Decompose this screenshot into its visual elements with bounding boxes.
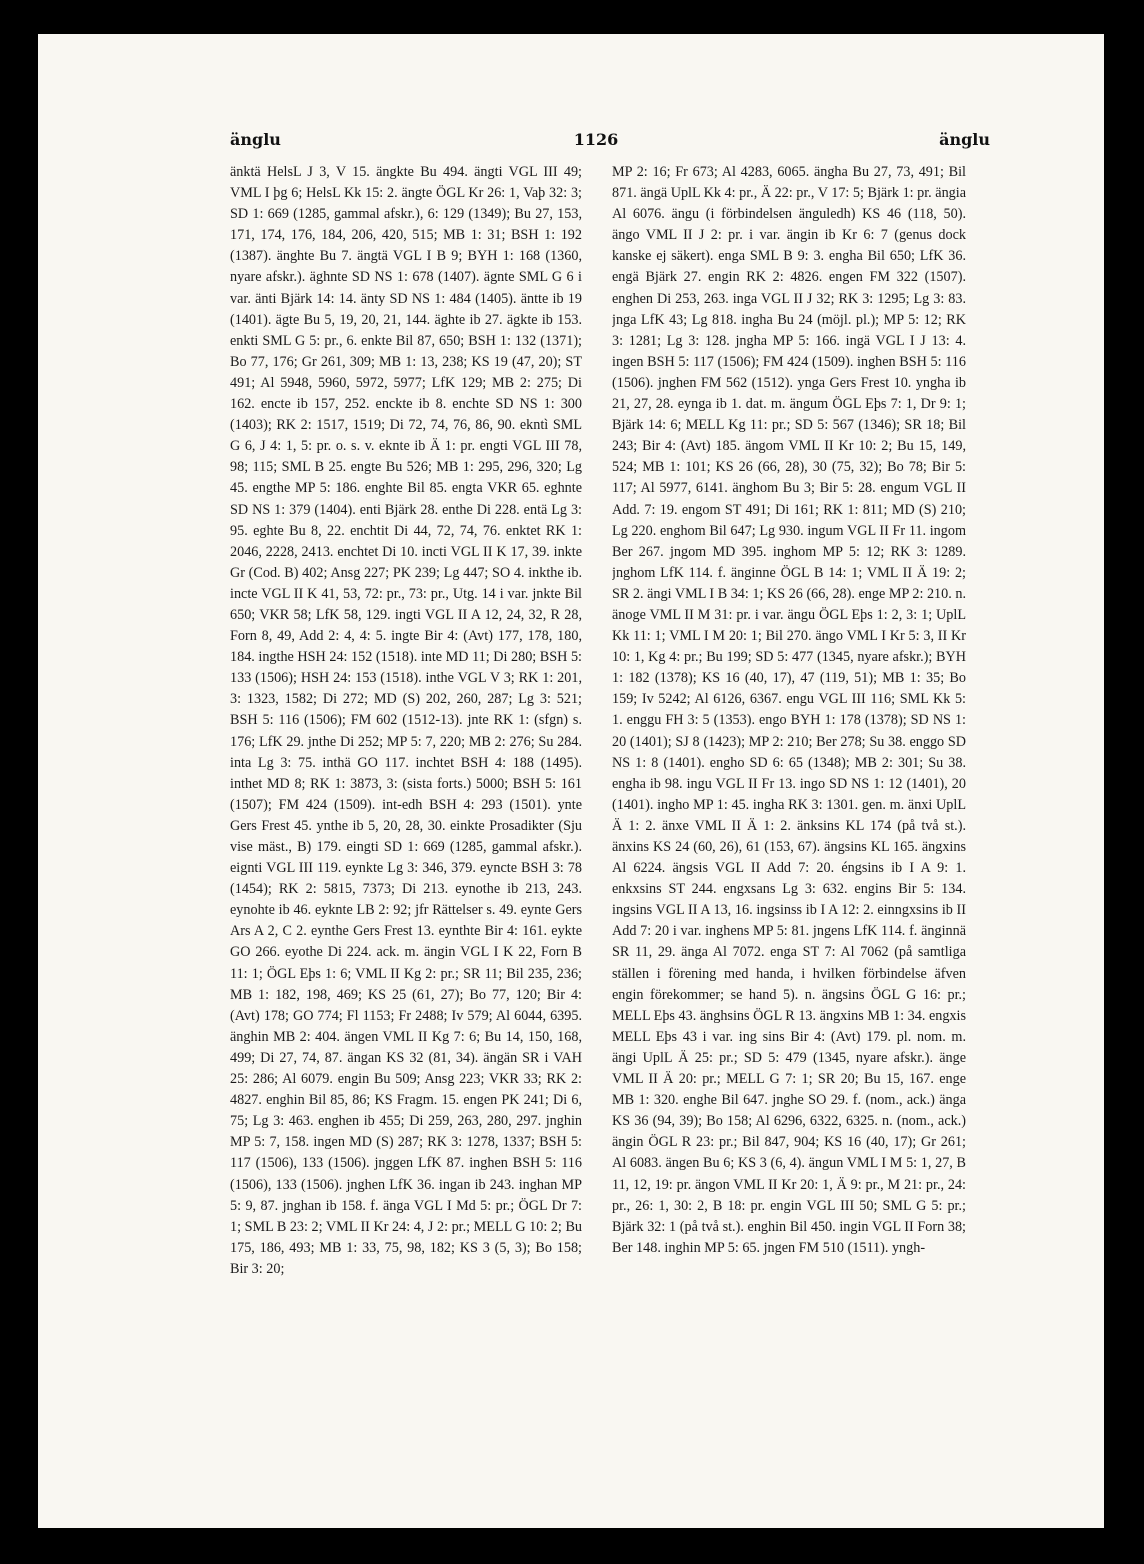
left-running-head: änglu	[230, 130, 281, 149]
left-column-text: änktä HelsL J 3, V 15. ängkte Bu 494. ängti VGL III 49; VML I þg 6; HelsL Kk 15: 2. ängte ÖGL Kr 26: 1, Vaþ 32: 3; SD 1: 669 (1285, gammal afskr.), 6: 129 (1349); Bu 27, 153, 171, 174, 176, 184, 206, 420, 515; MB 1: 31; BSH 1: 192 (1387). änghte Bu 7. ängtä VGL I B 9; BYH 1: 168 (1360, nyare afskr.). äghnte SD NS 1: 678 (1407). ägnte SML G 6 i var. änti Bjärk 14: 14. änty SD NS 1: 484 (1405). äntte ib 19 (1401). ägte Bu 5, 19, 20, 21, 144. äghte ib 27. ägkte ib 153. enkti SML G 5: pr., 6. enkte Bil 87, 650; BSH 1: 132 (1371); Bo 77, 176; Gr 261, 309; MB 1: 13, 238; KS 19 (47, 20); ST 491; Al 5948, 5960, 5972, 5977; LfK 129; MB 2: 275; Di 162. encte ib 157, 252. enckte ib 8. enchte SD NS 1: 300 (1403); RK 2: 1517, 1519; Di 72, 74, 76, 86, 90. ekntì SML G 6, J 4: 1, 5: pr. o. s. v. eknte ib Ä 1: pr. engti VGL III 78, 98; 115; SML B 25. engte Bu 526; MB 1: 295, 296, 320; Lg 45. engthe MP 5: 186. enghte Bil 85. engta VKR 65. eghnte SD NS 1: 379 (1404). enti Bjärk 28. enthe Di 228. entä Lg 3: 95. eghte Bu 8, 22. enchtit Di 44, 72, 74, 76. enktet RK 1: 2046, 2228, 2413. enchtet Di 10. incti VGL II K 17, 39. inkte Gr (Cod. B) 402; Ansg 227; PK 239; Lg 447; SO 4. inkthe ib. incte VGL II K 41, 53, 72: pr., 73: pr., Utg. 14 i var. jnkte Bil 650; VKR 58; LfK 58, 129. ingti VGL II A 12, 24, 32, R 28, Forn 8, 49, Add 2: 4, 4: 5. ingte Bir 4: (Avt) 177, 178, 180, 184. ingthe HSH 24: 152 (1518). inte MD 11; Di 280; BSH 5: 133 (1506); HSH 24: 153 (1518). inthe VGL V 3; RK 1: 201, 3: 1323, 1582; Di 272; MD (S) 202, 260, 287; Lg 3: 521; BSH 5: 116 (1506); FM 602 (1512-13). jnte RK 1: (sfgn) s. 176; LfK 29. jnthe Di 252; MP 5: 7, 220; MB 2: 276; Su 284. inta Lg 3: 75. inthä GO 117. inchtet BSH 4: 188 (1495). inthet MD 8; RK 1: 3873, 3: (sista forts.) 5000; BSH 5: 161 (1507); FM 424 (1509). int-edh BSH 4: 293 (1501). ynte Gers Frest 45. ynthe ib 5, 20, 28, 30. einkte Prosadikter (Sju vise mäst., B) 179. eingti SD 1: 669 (1285, gammal afskr.). eignti VGL III 119. eynkte Lg 3: 346, 379. eyncte BSH 3: 78 (1454); RK 2: 5815, 7373; Di 213. eynothe ib 213, 243. eynohte ib 46. eyknte LB 2: 92; jfr Rättelser s. 49. eynte Gers Ars A 2, C 2. eynthe Gers Frest 13. eynthte Bir 4: 161. eykte GO 266. eyothe Di 224. ack. m. ängin VGL I K 22, Forn B 11: 1; ÖGL Eþs 1: 6; VML II Kg 2: pr.; SR 11; Bil 235, 236; MB 1: 182, 198, 469; KS 25 (61, 27); Bo 77, 120; Bir 4: (Avt) 178; GO 774; Fl 1153; Fr 2488; Iv 579; Al 6044, 6395. änghin MB 2: 404. ängen VML II Kg 7: 6; Bu 14, 150, 168, 499; Di 27, 74, 87. ängan KS 32 (81, 34). ängän SR i VAH 25: 286; Al 6079. engin Bu 509; Ansg 223; VKR 33; RK 2: 4827. enghin Bil 85, 86; KS Fragm. 15. engen PK 241; Di 6, 75; Lg 3: 463. enghen ib 455; Di 259, 263, 280, 297. jnghin MP 5: 7, 158. ingen MD (S) 287; RK 3: 1278, 1337; BSH 5: 117 (1506), 133 (1506). jnggen LfK 87. inghen BSH 5: 116 (1506), 133 (1506). jnghen LfK 36. ingan ib 243. inghan MP 5: 9, 87. jnghan ib 158. f. änga VGL I Md 5: pr.; ÖGL Dr 7: 1; SML B 23: 2; VML II Kr 24: 4, J 2: pr.; MELL G 10: 2; Bu 175, 186, 493; MB 1: 33, 75, 98, 182; KS 3 (5, 3); Bo 158; Bir 3: 20;	[230, 164, 582, 1277]
page-number: 1126	[573, 130, 619, 149]
page-header	[38, 130, 1104, 154]
right-running-head: änglu	[939, 130, 990, 149]
dictionary-page	[38, 34, 1104, 1528]
right-column-text: MP 2: 16; Fr 673; Al 4283, 6065. ängha Bu 27, 73, 491; Bil 871. ängä UplL Kk 4: pr., Ä 22: pr., V 17: 5; Bjärk 1: pr. ängia Al 6076. ängu (i förbindelsen änguledh) KS 46 (118, 50). ängo VML II J 2: pr. i var. ängin ib Kr 6: 7 (genus dock kanske ej säkert). enga SML B 9: 3. engha Bil 650; LfK 36. engä Bjärk 27. engin RK 2: 4826. engen FM 322 (1507). enghen Di 253, 263. inga VGL II J 32; RK 3: 1295; Lg 3: 83. jnga LfK 43; Lg 818. ingha Bu 24 (möjl. pl.); MP 5: 12; RK 3: 1281; Lg 3: 128. jngha MP 5: 166. ingä VGL I J 13: 4. ingen BSH 5: 117 (1506); FM 424 (1509). inghen BSH 5: 116 (1506). jnghen FM 562 (1512). ynga Gers Frest 10. yngha ib 21, 27, 28. eynga ib 1. dat. m. ängum ÖGL Eþs 7: 1, Dr 9: 1; Bjärk 14: 6; MELL Kg 11: pr.; SD 5: 567 (1346); SR 18; Bil 243; Bir 4: (Avt) 185. ängom VML II Kr 10: 2; Bu 15, 149, 524; MB 1: 101; KS 26 (66, 28), 30 (75, 32); Bo 78; Bir 5: 117; Al 5977, 6141. änghom Bu 3; Bir 5: 28. engum VGL II Add. 7: 19. engom ST 491; Di 161; RK 1: 811; MD (S) 210; Lg 220. enghom Bil 647; Lg 930. ingum VGL II Fr 11. ingom Ber 267. jngom MD 395. inghom MP 5: 12; RK 3: 1289. jnghom LfK 114. f. änginne ÖGL B 14: 1; VML II Ä 19: 2; SR 2. ängi VML I B 34: 1; KS 26 (66, 28). enge MP 2: 210. n. änoge VML II M 31: pr. i var. ängu ÖGL Eþs 1: 2, 3: 1; UplL Kk 11: 1; VML I M 20: 1; Bil 270. ängo VML I Kr 5: 3, II Kr 10: 1, Kg 4: pr.; Bu 199; SD 5: 477 (1345, nyare afskr.); BYH 1: 182 (1378); KS 16 (40, 17), 47 (119, 51); MB 1: 35; Bo 159; Iv 5242; Al 6126, 6367. engu VGL III 116; SML Kk 5: 1. enggu FH 3: 5 (1353). engo BYH 1: 178 (1378); SD NS 1: 20 (1401); SJ 8 (1423); MP 2: 210; Ber 278; Su 38. enggo SD NS 1: 8 (1401). engho SD 6: 65 (1348); MB 2: 301; Su 38. engha ib 98. ingu VGL II Fr 13. ingo SD NS 1: 12 (1401), 20 (1401). ingho MP 1: 45. ingha RK 3: 1301. gen. m. änxi UplL Ä 1: 2. änxe VML II Ä 1: 2. änksins KL 174 (på två st.). änxins KS 24 (60, 26), 61 (153, 67). ängsins KL 165. ängxins Al 6224. ängsis VGL II Add 7: 20. éngsins ib I A 9: 1. enkxsins ST 244. engxsans Lg 3: 632. engins Bir 5: 134. ingsins VGL II A 13, 16. ingsinss ib I A 12: 2. einngxsins ib II Add 7: 20 i var. inghens MP 5: 81. jngens LfK 114. f. änginnä SR 11, 29. änga Al 7072. enga ST 7: Al 7062 (på samtliga ställen i förening med handa, i hvilken förbindelse äfven engin förekommer; se hand 5). n. ängsins ÖGL G 16: pr.; MELL Eþs 43. änghsins ÖGL R 13. ängxins MB 1: 34. engxis MELL Eþs 43 i var. ing sins Bir 4: (Avt) 179. pl. nom. m. ängi UplL Ä 25: pr.; SD 5: 479 (1345, nyare afskr.). änge VML II Ä 20: pr.; MELL G 7: 1; SR 20; Bu 15, 167. enge MB 1: 320. enghe Bil 647. jnghe SO 29. f. (nom., ack.) änga KS 36 (94, 39); Bo 158; Al 6296, 6322, 6325. n. (nom., ack.) ängin ÖGL R 23: pr.; Bil 847, 904; KS 16 (40, 17); Gr 261; Al 6083. ängen Bu 6; KS 3 (6, 4). ängun VML I M 5: 1, 27, B 11, 12, 19: pr. ängon VML II Kr 20: 1, Ä 9: pr., M 21: pr., 24: pr., 26: 1, 30: 2, B 18: pr. engin VGL III 50; SML G 5: pr.; Bjärk 32: 1 (på två st.). enghin Bil 450. ingin VGL II Forn 38; Ber 148. inghin MP 5: 65. jngen FM 510 (1511). yngh-	[612, 164, 966, 1256]
